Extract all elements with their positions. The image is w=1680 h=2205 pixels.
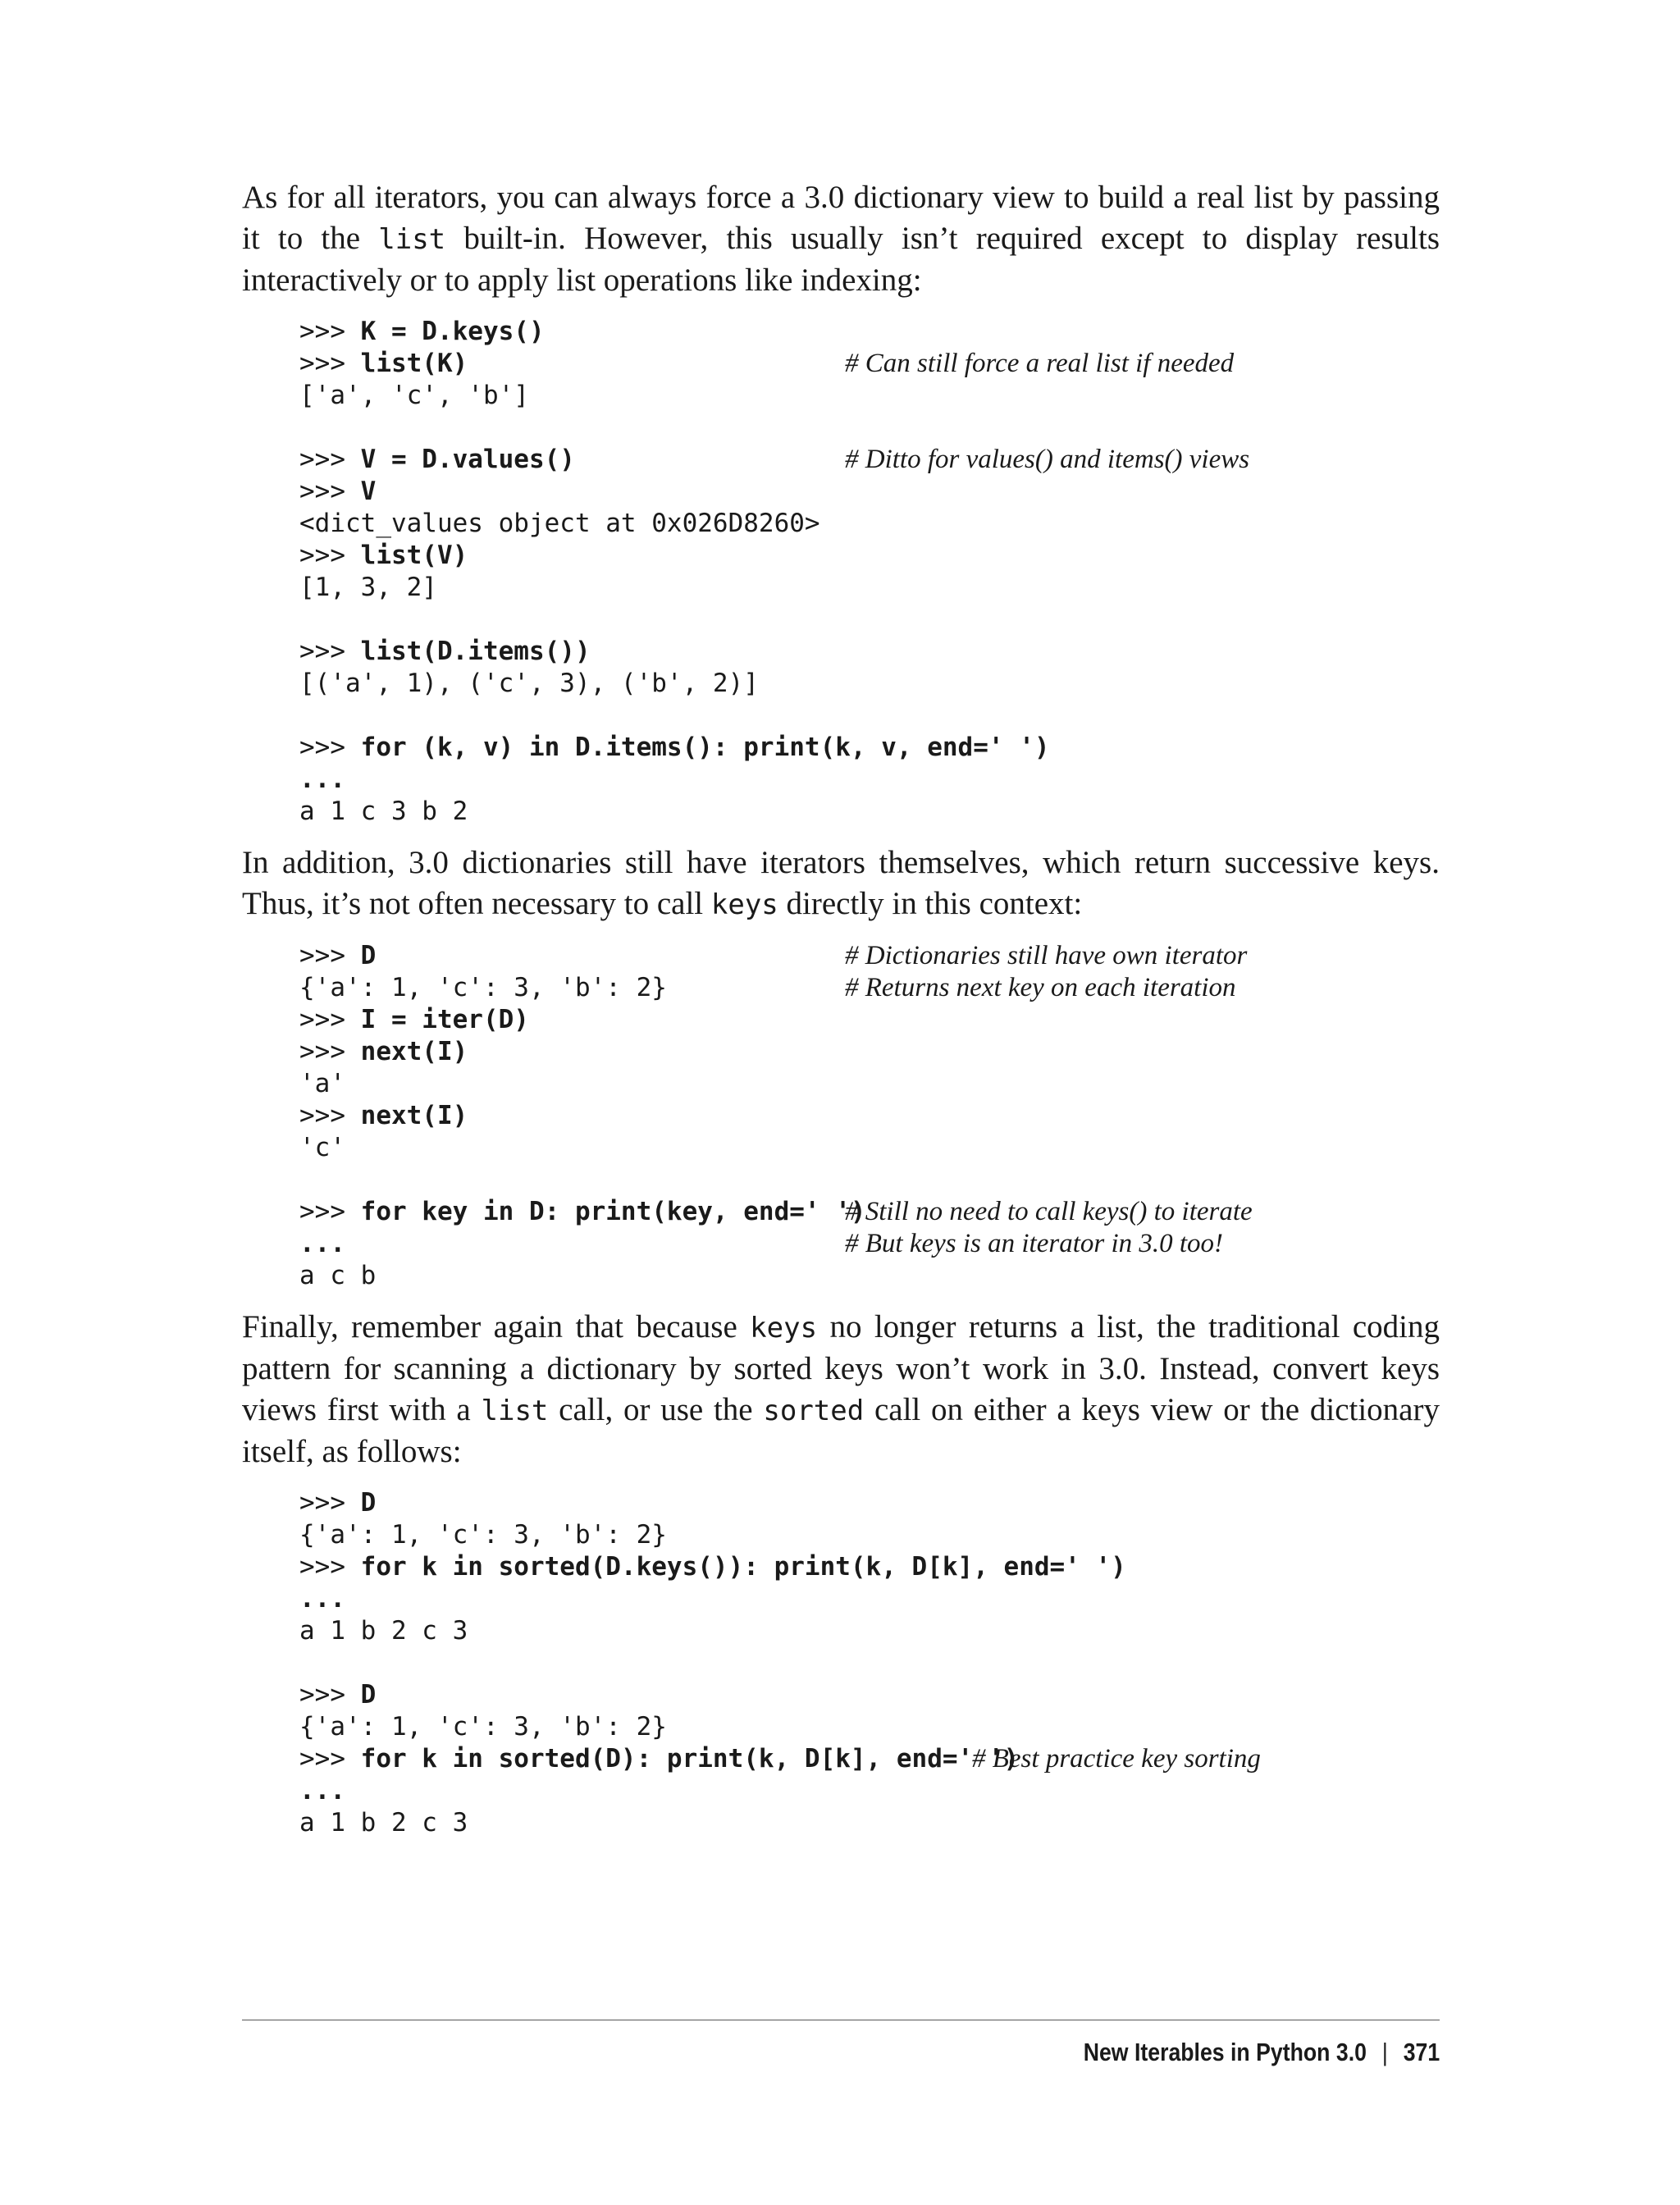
code-line xyxy=(299,1743,1440,1775)
paragraph-2 xyxy=(242,842,1440,925)
code-input: for (k, v) in D.items(): print(k, v, end=' ') xyxy=(360,733,1050,762)
code-comment: # Can still force a real list if needed xyxy=(845,349,1235,378)
code-line xyxy=(299,1004,1440,1036)
code-line xyxy=(299,1068,1440,1100)
code-input: D xyxy=(360,941,377,970)
code-prompt: >>> xyxy=(299,941,361,970)
paragraph-text: no longer returns a list, the traditional coding pattern for scanning a dictionary by sorted keys won’t work in 3.0. Instead, convert keys views first with a xyxy=(242,1309,1440,1427)
code-prompt: >>> xyxy=(299,1680,361,1710)
code-line xyxy=(299,1164,1440,1196)
code-line xyxy=(299,972,1440,1004)
code-line xyxy=(299,796,1440,828)
code-output: <dict_values object at 0x026D8260> xyxy=(299,509,820,538)
code-prompt: >>> xyxy=(299,1197,361,1226)
code-output: {'a': 1, 'c': 3, 'b': 2} xyxy=(299,1520,667,1550)
code-line xyxy=(299,1260,1440,1292)
code-line xyxy=(299,476,1440,508)
code-input: D xyxy=(360,1488,377,1518)
code-prompt: >>> xyxy=(299,1101,361,1130)
code-comment: # Best practice key sorting xyxy=(972,1744,1261,1774)
code-block-2 xyxy=(299,940,1440,1292)
code-line xyxy=(299,1807,1440,1839)
code-line xyxy=(299,1583,1440,1615)
paragraph-3 xyxy=(242,1307,1440,1472)
code-input: ... xyxy=(299,1776,345,1806)
code-input: V xyxy=(360,477,377,506)
inline-code: keys xyxy=(710,888,778,921)
code-prompt: >>> xyxy=(299,637,361,666)
code-line xyxy=(299,700,1440,732)
paragraph-text: directly in this context: xyxy=(778,886,1083,921)
paragraph-text: As for all iterators, you can always force a 3.0 dictionary view to build a real list by passing it to the xyxy=(242,180,1440,256)
code-line xyxy=(299,508,1440,540)
code-prompt: >>> xyxy=(299,317,361,346)
code-line xyxy=(299,1036,1440,1068)
code-line xyxy=(299,1132,1440,1164)
code-line xyxy=(299,348,1440,380)
code-output: a 1 c 3 b 2 xyxy=(299,797,468,826)
code-prompt: >>> xyxy=(299,477,361,506)
code-block-1 xyxy=(299,316,1440,828)
code-prompt: >>> xyxy=(299,733,361,762)
code-line xyxy=(299,572,1440,604)
code-line xyxy=(299,604,1440,636)
code-input: for k in sorted(D): print(k, D[k], end=' ') xyxy=(360,1744,1020,1774)
code-output: a 1 b 2 c 3 xyxy=(299,1808,468,1838)
code-input: list(K) xyxy=(360,349,468,378)
code-comment: # Ditto for values() and items() views xyxy=(845,445,1250,474)
code-prompt: >>> xyxy=(299,349,361,378)
paragraph-text: Finally, remember again that because xyxy=(242,1309,751,1344)
code-input: ... xyxy=(299,1229,345,1258)
code-line xyxy=(299,316,1440,348)
code-input: list(D.items()) xyxy=(360,637,591,666)
page-footer xyxy=(1084,2034,1440,2070)
code-prompt: >>> xyxy=(299,1488,361,1518)
page-content xyxy=(242,177,1440,1854)
code-input: D xyxy=(360,1680,377,1710)
code-input: K = D.keys() xyxy=(360,317,545,346)
code-comment: # Dictionaries still have own iterator xyxy=(845,941,1248,970)
code-prompt: >>> xyxy=(299,445,361,474)
code-input: next(I) xyxy=(360,1101,468,1130)
code-line xyxy=(299,444,1440,476)
code-line xyxy=(299,1228,1440,1260)
code-input: list(V) xyxy=(360,541,468,570)
paragraph-text: built-in. However, this usually isn’t required except to display results interactively or to apply list operations like indexing: xyxy=(242,221,1440,298)
code-line xyxy=(299,732,1440,764)
paragraph-1 xyxy=(242,177,1440,301)
code-comment: # Still no need to call keys() to iterate xyxy=(845,1197,1253,1226)
code-output: [('a', 1), ('c', 3), ('b', 2)] xyxy=(299,669,759,698)
inline-code: keys xyxy=(750,1312,818,1344)
code-line xyxy=(299,1775,1440,1807)
code-output: {'a': 1, 'c': 3, 'b': 2} xyxy=(299,973,667,1002)
inline-code: sorted xyxy=(763,1395,865,1427)
code-output: 'c' xyxy=(299,1133,345,1162)
code-output: a c b xyxy=(299,1261,377,1290)
paragraph-text: call on either a keys view or the dictionary itself, as follows: xyxy=(242,1392,1440,1469)
code-comment: # Returns next key on each iteration xyxy=(845,973,1236,1002)
code-line xyxy=(299,764,1440,796)
code-line xyxy=(299,636,1440,668)
inline-code: list xyxy=(481,1395,549,1427)
code-output: [1, 3, 2] xyxy=(299,573,437,602)
footer-section-title: New Iterables in Python 3.0 xyxy=(1083,2038,1367,2066)
code-line xyxy=(299,1551,1440,1583)
code-input: V = D.values() xyxy=(360,445,575,474)
code-line xyxy=(299,1196,1440,1228)
code-prompt: >>> xyxy=(299,1552,361,1582)
code-output: ['a', 'c', 'b'] xyxy=(299,381,529,410)
code-line xyxy=(299,540,1440,572)
code-line xyxy=(299,1487,1440,1519)
page-number: 371 xyxy=(1403,2038,1440,2066)
code-line xyxy=(299,1100,1440,1132)
code-line xyxy=(299,1679,1440,1711)
inline-code: list xyxy=(378,223,446,256)
code-line xyxy=(299,1615,1440,1647)
code-line xyxy=(299,940,1440,972)
code-line xyxy=(299,668,1440,700)
code-prompt: >>> xyxy=(299,541,361,570)
code-prompt: >>> xyxy=(299,1005,361,1034)
code-input: next(I) xyxy=(360,1037,468,1066)
code-line xyxy=(299,1647,1440,1679)
code-input: ... xyxy=(299,1584,345,1614)
code-line xyxy=(299,380,1440,412)
code-comment: # But keys is an iterator in 3.0 too! xyxy=(845,1229,1224,1258)
code-input: ... xyxy=(299,765,345,794)
code-input: for k in sorted(D.keys()): print(k, D[k], end=' ') xyxy=(360,1552,1126,1582)
code-line xyxy=(299,1519,1440,1551)
code-line xyxy=(299,1711,1440,1743)
code-prompt: >>> xyxy=(299,1037,361,1066)
code-input: for key in D: print(key, end=' ') xyxy=(360,1197,866,1226)
code-input: I = iter(D) xyxy=(360,1005,529,1034)
code-prompt: >>> xyxy=(299,1744,361,1774)
code-line xyxy=(299,412,1440,444)
code-output: 'a' xyxy=(299,1069,345,1098)
paragraph-text: In addition, 3.0 dictionaries still have iterators themselves, which return successive keys. Thus, it’s not often necessary to call xyxy=(242,845,1440,921)
code-output: a 1 b 2 c 3 xyxy=(299,1616,468,1646)
footer-separator: | xyxy=(1381,2038,1388,2066)
code-block-3 xyxy=(299,1487,1440,1839)
code-output: {'a': 1, 'c': 3, 'b': 2} xyxy=(299,1712,667,1742)
paragraph-text: call, or use the xyxy=(548,1392,764,1427)
